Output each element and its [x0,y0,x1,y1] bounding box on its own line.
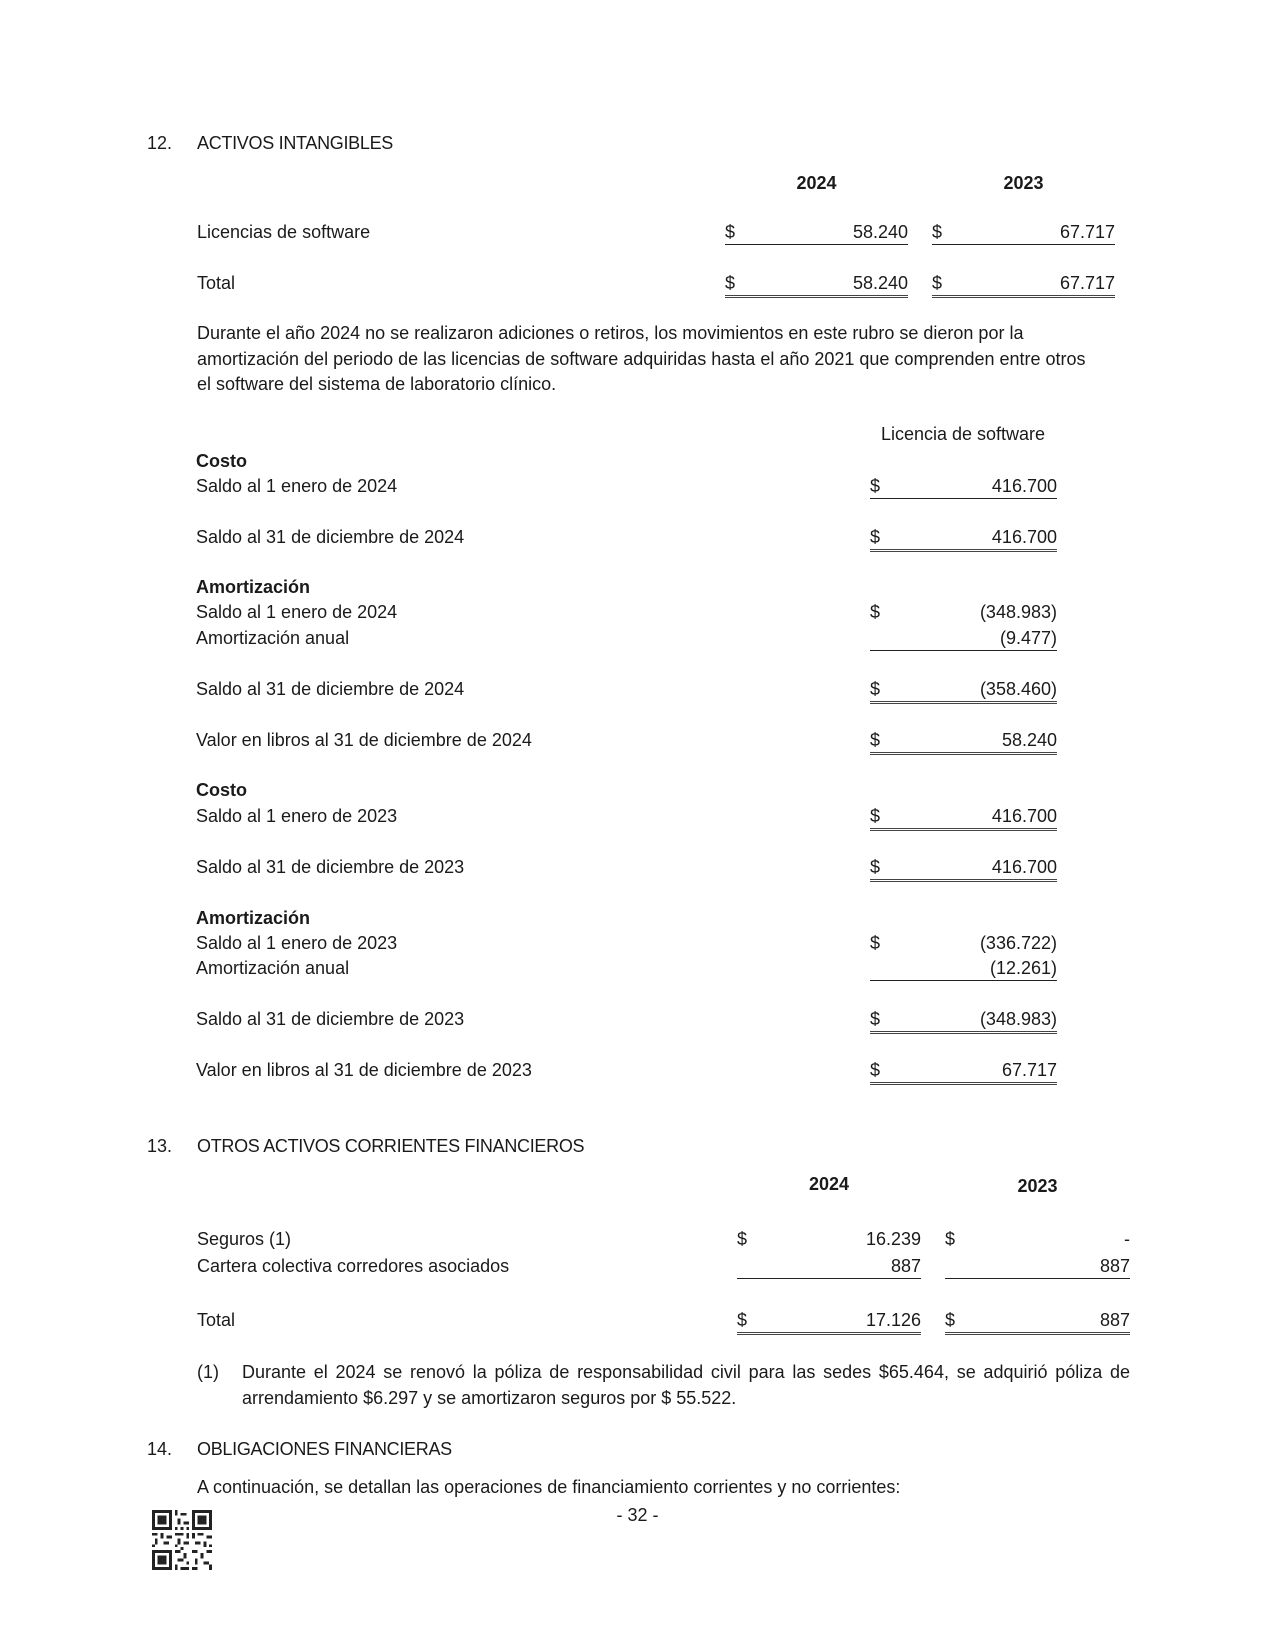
amount-value: 416.700 [991,806,1057,826]
amount-value: 887 [1099,1256,1130,1276]
amount-value: 58.240 [852,273,908,293]
currency-symbol: $ [725,222,736,242]
movement-row-amount [870,1007,1057,1034]
amount-value: 416.700 [991,476,1057,496]
currency-symbol: $ [870,476,881,496]
movement-row-amount [870,728,1057,755]
section-14-number: 14. [147,1439,173,1459]
section-12-title: ACTIVOS INTANGIBLES [197,133,394,153]
s13-row-label: Seguros (1) [197,1229,292,1249]
currency-symbol: $ [870,679,881,699]
amount-value: (9.477) [999,628,1057,648]
qr-code-icon [152,1510,212,1570]
movement-row-amount [870,956,1057,981]
currency-symbol: $ [737,1310,748,1330]
s12-row-amount-2024 [725,220,908,245]
currency-symbol: $ [725,273,736,293]
movement-row-amount [870,626,1057,651]
amount-value: 58.240 [852,222,908,242]
amount-value: 67.717 [1059,273,1115,293]
currency-symbol: $ [870,857,881,877]
movement-row-label: Valor en libros al 31 de diciembre de 2023 [196,1060,532,1080]
amount-value: (12.261) [989,958,1057,978]
s13-total-2023 [945,1308,1130,1335]
amount-value: (336.722) [979,933,1057,953]
currency-symbol: $ [870,527,881,547]
amount-value: (348.983) [979,1009,1057,1029]
movement-row-label: Saldo al 1 enero de 2023 [196,806,398,826]
movement-row-amount [870,804,1057,831]
movement-row-label: Amortización anual [196,628,350,648]
amount-value: 416.700 [991,857,1057,877]
currency-symbol: $ [945,1229,956,1249]
currency-symbol: $ [945,1310,956,1330]
currency-symbol: $ [870,730,881,750]
currency-symbol: $ [932,222,943,242]
s12-total-label: Total [197,273,236,293]
amount-value: 67.717 [1001,1060,1057,1080]
s12-year-2024: 2024 [796,173,837,193]
amount-value: - [1124,1229,1130,1249]
movement-row-amount [870,474,1057,499]
movement-row-label: Saldo al 1 enero de 2024 [196,476,398,496]
section-12-number: 12. [147,133,173,153]
footnote-text: Durante el 2024 se renovó la póliza de responsabilidad civil para las sedes $65.464, se adquirió póliza de arrendamiento $6.297 y se amortizaron seguros por $ 55.522. [242,1362,1130,1408]
page-number: - 32 - [616,1505,659,1525]
footnote-marker: (1) [197,1362,219,1382]
s13-total-2024 [737,1308,921,1335]
amount-value: 58.240 [1001,730,1057,750]
movement-row-amount [870,677,1057,704]
section-13-number: 13. [147,1136,173,1156]
amount-value: 67.717 [1059,222,1115,242]
s13-row-amount-2023 [945,1227,1130,1251]
amount-value: 16.239 [865,1229,921,1249]
s12-row-amount-2023 [932,220,1115,245]
s12-row-label: Licencias de software [197,222,371,242]
currency-symbol: $ [870,602,881,622]
movement-row-label: Saldo al 31 de diciembre de 2024 [196,527,465,547]
s13-row-amount-2023 [945,1254,1130,1279]
movement-row-label: Amortización anual [196,958,350,978]
amount-value: (358.460) [979,679,1057,699]
s14-paragraph: A continuación, se detallan las operaciones de financiamiento corrientes y no corrientes: [197,1477,901,1497]
amount-value: (348.983) [979,602,1057,622]
amount-value: 17.126 [865,1310,921,1330]
s13-year-2024: 2024 [808,1174,850,1194]
s12-total-2024 [725,271,908,298]
currency-symbol: $ [737,1229,748,1249]
section-13-title: OTROS ACTIVOS CORRIENTES FINANCIEROS [197,1136,585,1156]
s13-year-2023: 2023 [1017,1176,1058,1196]
movement-row-label: Saldo al 31 de diciembre de 2024 [196,679,465,699]
movement-group-amortizacion-2023: Amortización [196,908,311,928]
s13-row-label: Cartera colectiva corredores asociados [197,1256,510,1276]
movement-row-amount [870,600,1057,624]
movement-row-amount [870,855,1057,882]
currency-symbol: $ [870,933,881,953]
s13-row-amount-2024 [737,1227,921,1251]
movement-row-label: Saldo al 1 enero de 2024 [196,602,398,622]
currency-symbol: $ [870,806,881,826]
movement-row-amount [870,525,1057,552]
s12-total-2023 [932,271,1115,298]
movement-row-label: Saldo al 31 de diciembre de 2023 [196,1009,465,1029]
currency-symbol: $ [932,273,943,293]
movement-group-amortizacion-2024: Amortización [196,577,311,597]
movement-row-amount [870,1058,1057,1085]
movement-row-amount [870,931,1057,955]
movement-group-costo-2023: Costo [196,780,247,800]
currency-symbol: $ [870,1009,881,1029]
amount-value: 887 [890,1256,921,1276]
s13-total-label: Total [197,1310,236,1330]
movement-row-label: Valor en libros al 31 de diciembre de 2024 [196,730,532,750]
section-14-title: OBLIGACIONES FINANCIERAS [197,1439,452,1459]
amount-value: 887 [1099,1310,1130,1330]
amount-value: 416.700 [991,527,1057,547]
movement-group-costo-2024: Costo [196,451,247,471]
movement-row-label: Saldo al 31 de diciembre de 2023 [196,857,465,877]
movement-column-header: Licencia de software [880,424,1046,444]
s13-row-amount-2024 [737,1254,921,1279]
currency-symbol: $ [870,1060,881,1080]
movement-row-label: Saldo al 1 enero de 2023 [196,933,398,953]
s12-paragraph: Durante el año 2024 no se realizaron adiciones o retiros, los movimientos en este rubro se dieron por la amortización del periodo de las licencias de software adquiridas hasta el año 2021 que comprenden entre otros el software del sistema de laboratorio clínico. [197,323,1086,394]
s12-year-2023: 2023 [1003,173,1044,193]
